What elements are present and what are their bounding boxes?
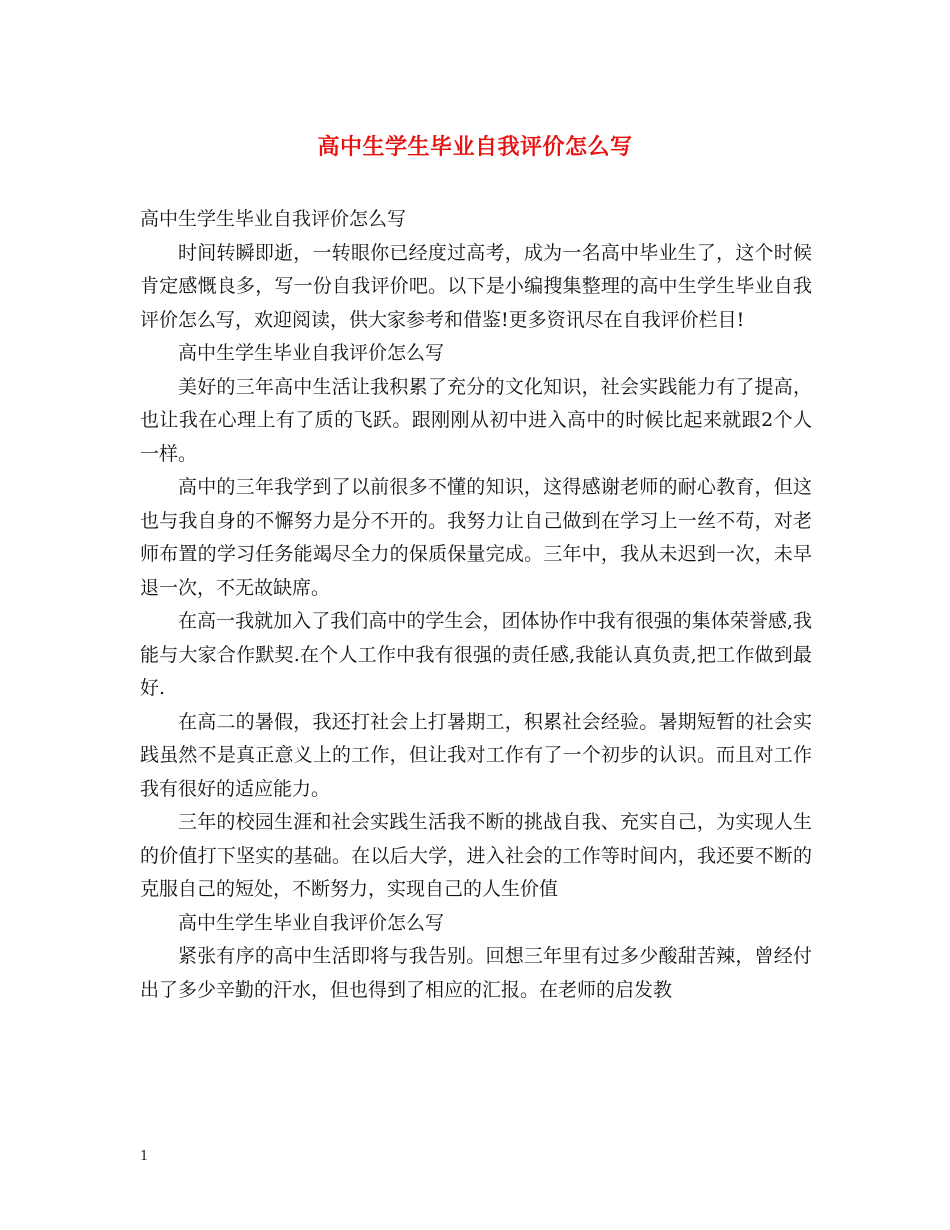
paragraph-body-3: 在高一我就加入了我们高中的学生会，团体协作中我有很强的集体荣誉感,我能与大家合作默契.在个人工作中我有很强的责任感,我能认真负责,把工作做到最好. xyxy=(140,610,812,699)
document-body xyxy=(140,203,812,1007)
paragraph-body-6: 紧张有序的高中生活即将与我告别。回想三年里有过多少酸甜苦辣，曾经付出了多少辛勤的汗水，但也得到了相应的汇报。在老师的启发教 xyxy=(140,945,812,1001)
document-title: 高中生学生毕业自我评价怎么写 xyxy=(317,134,633,160)
paragraph-body-5: 三年的校园生涯和社会实践生活我不断的挑战自我、充实自己，为实现人生的价值打下坚实的基础。在以后大学，进入社会的工作等时间内，我还要不断的克服自己的短处，不断努力，实现自己的人生价值 xyxy=(140,811,812,900)
paragraph-section-heading-1: 高中生学生毕业自我评价怎么写 xyxy=(178,342,445,364)
paragraph-section-heading-2: 高中生学生毕业自我评价怎么写 xyxy=(178,911,445,934)
paragraph-intro: 时间转瞬即逝，一转眼你已经度过高考，成为一名高中毕业生了，这个时候肯定感慨良多，写一份自我评价吧。以下是小编搜集整理的高中生学生毕业自我评价怎么写，欢迎阅读，供大家参考和借鉴!更多资讯尽在自我评价栏目! xyxy=(140,241,812,331)
paragraph-body-1: 美好的三年高中生活让我积累了充分的文化知识，社会实践能力有了提高，也让我在心理上有了质的飞跃。跟刚刚从初中进入高中的时候比起来就跟2个人一样。 xyxy=(140,375,812,465)
paragraph-body-4: 在高二的暑假，我还打社会上打暑期工，积累社会经验。暑期短暂的社会实践虽然不是真正意义上的工作，但让我对工作有了一个初步的认识。而且对工作我有很好的适应能力。 xyxy=(140,710,812,800)
paragraph-body-2: 高中的三年我学到了以前很多不懂的知识，这得感谢老师的耐心教育，但这也与我自身的不懈努力是分不开的。我努力让自己做到在学习上一丝不苟，对老师布置的学习任务能竭尽全力的保质保量完成。三年中，我从未迟到一次，未早退一次，不无故缺席。 xyxy=(140,476,812,599)
paragraph-heading-intro: 高中生学生毕业自我评价怎么写 xyxy=(140,208,407,230)
page-number: 1 xyxy=(140,1149,149,1164)
